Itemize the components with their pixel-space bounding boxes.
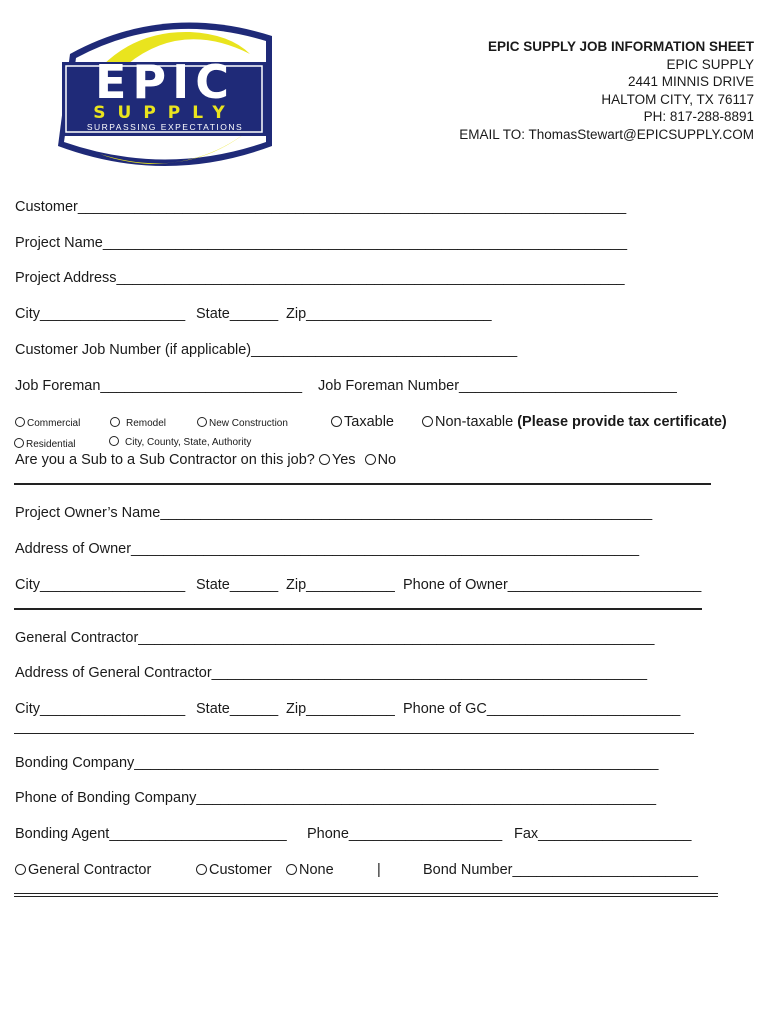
gc-state-field[interactable]: State______ xyxy=(196,701,279,717)
section-divider xyxy=(14,733,694,734)
job-foreman-number-field[interactable]: Job Foreman Number___________________________ xyxy=(318,378,677,394)
bonding-agent-phone-field[interactable]: Phone___________________ xyxy=(307,826,503,842)
owner-state-field[interactable]: State______ xyxy=(196,577,279,593)
epic-supply-logo xyxy=(40,14,290,172)
logo-tagline: SURPASSING EXPECTATIONS xyxy=(86,122,244,132)
option-non-taxable[interactable] xyxy=(422,414,727,431)
radio-icon[interactable] xyxy=(331,416,342,427)
gc-zip-field[interactable]: Zip___________ xyxy=(286,701,395,717)
option-commercial[interactable] xyxy=(15,417,80,430)
sub-question-label: Are you a Sub to a Sub Contractor on this job? xyxy=(15,452,315,468)
owner-zip-field[interactable]: Zip___________ xyxy=(286,577,395,593)
bonding-company-field[interactable]: Bonding Company_________________________________________________________________ xyxy=(15,755,659,771)
radio-icon[interactable] xyxy=(110,417,120,427)
job-foreman-field[interactable]: Job Foreman_________________________ xyxy=(15,378,303,394)
company-header xyxy=(459,38,754,143)
option-label: Commercial xyxy=(27,418,81,429)
bond-option-none[interactable] xyxy=(286,862,334,879)
company-email: EMAIL TO: ThomasStewart@EPICSUPPLY.COM xyxy=(459,126,754,142)
owner-address-field[interactable]: Address of Owner_______________________________________________________________ xyxy=(15,541,640,557)
owner-name-field[interactable]: Project Owner’s Name_____________________________________________________________ xyxy=(15,505,653,521)
radio-icon[interactable] xyxy=(15,864,26,875)
logo-supply-text: SUPPLY xyxy=(93,103,237,123)
option-label: None xyxy=(299,862,334,878)
owner-city-field[interactable]: City__________________ xyxy=(15,577,186,593)
company-phone: PH: 817-288-8891 xyxy=(643,109,754,124)
gc-name-field[interactable]: General Contractor________________________________________________________________ xyxy=(15,630,655,646)
company-name: EPIC SUPPLY xyxy=(666,56,754,72)
option-label: Taxable xyxy=(344,414,394,430)
section-divider xyxy=(14,608,702,610)
gc-phone-field[interactable]: Phone of GC________________________ xyxy=(403,701,681,717)
radio-icon[interactable] xyxy=(15,417,25,427)
owner-phone-field[interactable]: Phone of Owner________________________ xyxy=(403,577,702,593)
option-label: General Contractor xyxy=(28,862,152,878)
radio-icon[interactable] xyxy=(14,438,24,448)
option-label: New Construction xyxy=(209,418,288,429)
option-label: Residential xyxy=(26,439,76,450)
project-address-field[interactable]: Project Address_______________________________________________________________ xyxy=(15,270,625,286)
form-end-divider xyxy=(14,893,718,897)
company-address: 2441 MINNIS DRIVE xyxy=(627,74,754,89)
project-city-field[interactable]: City__________________ xyxy=(15,306,186,322)
radio-icon[interactable] xyxy=(197,417,207,427)
option-remodel[interactable] xyxy=(110,417,166,430)
sheet-title: EPIC SUPPLY JOB INFORMATION SHEET xyxy=(487,39,754,54)
radio-icon[interactable] xyxy=(109,436,119,446)
yes-radio-icon[interactable] xyxy=(319,454,330,465)
option-label: Remodel xyxy=(126,418,167,429)
logo-epic-text: EPIC xyxy=(94,55,235,109)
customer-job-number-field[interactable]: Customer Job Number (if applicable)_________________________________ xyxy=(15,342,518,358)
bond-option-gc[interactable] xyxy=(15,862,151,879)
section-divider xyxy=(14,483,711,485)
option-new-construction[interactable] xyxy=(197,417,288,430)
project-name-field[interactable]: Project Name_________________________________________________________________ xyxy=(15,235,628,251)
customer-field[interactable]: Customer____________________________________________________________________ xyxy=(15,199,627,215)
bonding-company-phone-field[interactable]: Phone of Bonding Company_________________________________________________________ xyxy=(15,790,657,806)
bonding-agent-field[interactable]: Bonding Agent______________________ xyxy=(15,826,287,842)
no-label: No xyxy=(377,452,397,468)
gc-address-field[interactable]: Address of General Contractor______________________________________________________ xyxy=(15,665,648,681)
option-label: Customer xyxy=(209,862,272,878)
bond-option-customer[interactable] xyxy=(196,862,272,879)
company-city: HALTOM CITY, TX 76117 xyxy=(601,91,754,107)
option-residential[interactable] xyxy=(14,438,75,451)
radio-icon[interactable] xyxy=(196,864,207,875)
option-label: Non-taxable xyxy=(435,414,514,430)
tax-certificate-note: (Please provide tax certificate) xyxy=(517,414,727,430)
option-label: City, County, State, Authority xyxy=(125,437,252,448)
bond-separator: | xyxy=(377,862,381,878)
radio-icon[interactable] xyxy=(422,416,433,427)
no-radio-icon[interactable] xyxy=(365,454,376,465)
gc-city-field[interactable]: City__________________ xyxy=(15,701,186,717)
option-authority[interactable] xyxy=(109,436,251,449)
sub-contractor-question xyxy=(15,452,396,469)
bond-number-field[interactable]: Bond Number_______________________ xyxy=(423,862,698,878)
project-zip-field[interactable]: Zip_______________________ xyxy=(286,306,492,322)
radio-icon[interactable] xyxy=(286,864,297,875)
option-taxable[interactable] xyxy=(331,414,394,431)
yes-label: Yes xyxy=(331,452,356,468)
bonding-agent-fax-field[interactable]: Fax___________________ xyxy=(514,826,692,842)
project-state-field[interactable]: State______ xyxy=(196,306,279,322)
